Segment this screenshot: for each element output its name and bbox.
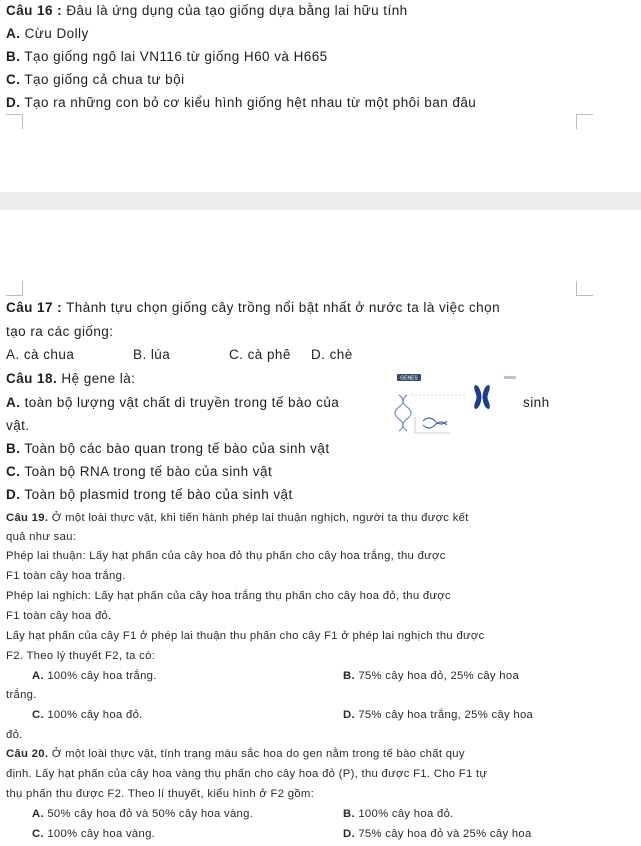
q20-a-text: 50% cây hoa đỏ và 50% cây hoa vàng. bbox=[43, 808, 254, 820]
q17-title: Câu 17 : bbox=[6, 300, 63, 315]
q18-c-text: Toàn bộ RNA trong tế bào của sinh vật bbox=[20, 464, 273, 479]
q17-stem-line bbox=[6, 300, 500, 315]
q16-d-text: Tạo ra những con bỏ cơ kiểu hình giống hệt nhau từ một phôi ban đâu bbox=[20, 95, 477, 110]
q19-a-label: A. bbox=[32, 670, 44, 682]
q18-option-a-tail: sinh bbox=[523, 395, 550, 410]
q19-stem: Ở một loài thực vật, khi tiến hành phép lai thuận nghịch, người ta thu được kết bbox=[48, 512, 469, 524]
q16-stem: Đâu là ứng dụng của tạo giống dựa bằng lai hữu tính bbox=[62, 3, 408, 18]
q16-b-label: B. bbox=[6, 49, 21, 64]
q19-reverse-cross-cont: F1 toàn cây hoa đỏ. bbox=[6, 610, 112, 622]
q20-option-c bbox=[32, 828, 155, 840]
q19-a-text: 100% cây hoa trắng. bbox=[43, 670, 157, 682]
q16-option-d bbox=[6, 95, 476, 110]
q16-c-text: Tạo giống cả chua tư bội bbox=[20, 72, 185, 87]
q19-f2-cross: Lấy hạt phấn của cây F1 ở phép lai thuận thu phấn cho cây F1 ở phép lai nghịch thu được bbox=[6, 630, 485, 642]
q19-stem-line2: quả như sau: bbox=[6, 531, 77, 543]
q19-option-b-cont: trắng. bbox=[6, 689, 37, 701]
q18-title: Câu 18. bbox=[6, 371, 58, 386]
q17-option-d: D. chè bbox=[311, 347, 353, 362]
q16-a-label: A. bbox=[6, 26, 21, 41]
chromosome-icon bbox=[474, 385, 490, 409]
q20-stem: Ở một loài thực vật, tính trạng màu sắc hoa do gen nằm trong tế bào chất quy bbox=[48, 748, 465, 760]
q16-title: Câu 16 : bbox=[6, 3, 63, 18]
q19-c-label: C. bbox=[32, 709, 44, 721]
q18-c-label: C. bbox=[6, 464, 21, 479]
q20-stem-line2: định. Lấy hạt phấn của cây hoa vàng thụ phấn cho cây hoa đỏ (P), thu được F1. Cho F1 tự bbox=[6, 768, 488, 780]
q17-stem-line2: tạo ra các giống: bbox=[6, 324, 114, 339]
q20-d-text: 75% cây hoa đỏ và 25% cây hoa bbox=[354, 828, 532, 840]
q19-option-a bbox=[32, 670, 157, 682]
q20-stem-line3: thụ phấn thu được F2. Theo lí thuyết, kiểu hình ở F2 gồm: bbox=[6, 788, 315, 800]
q20-title: Câu 20. bbox=[6, 748, 49, 760]
q19-option-c bbox=[32, 709, 143, 721]
q18-option-a-cont: vật. bbox=[6, 418, 30, 433]
crop-mark-top-right bbox=[576, 114, 593, 129]
q19-stem-line bbox=[6, 512, 469, 524]
page-separator bbox=[0, 192, 641, 210]
crop-mark-bottom-right bbox=[576, 281, 593, 296]
q20-c-label: C. bbox=[32, 828, 44, 840]
q17-option-b: B. lúa bbox=[133, 347, 171, 362]
q18-option-b bbox=[6, 441, 330, 456]
q18-a-text: toàn bộ lượng vật chất di truyền trong tế bào của bbox=[20, 395, 340, 410]
q16-d-label: D. bbox=[6, 95, 21, 110]
q19-b-label: B. bbox=[343, 670, 355, 682]
q18-a-label: A. bbox=[6, 395, 21, 410]
q19-title: Câu 19. bbox=[6, 512, 49, 524]
q18-option-d bbox=[6, 487, 293, 502]
q16-option-a bbox=[6, 26, 89, 41]
q19-b-text: 75% cây hoa đỏ, 25% cây hoa bbox=[354, 670, 520, 682]
q16-option-c bbox=[6, 72, 185, 87]
q20-option-b bbox=[343, 808, 454, 820]
figure-tag bbox=[504, 376, 516, 379]
q18-stem: Hệ gene là: bbox=[57, 371, 136, 386]
genes-label: GENES bbox=[400, 375, 418, 382]
q19-option-d bbox=[343, 709, 533, 721]
dna-chromosome-figure bbox=[393, 373, 519, 435]
q18-stem-line bbox=[6, 371, 135, 386]
q20-option-a bbox=[32, 808, 253, 820]
q16-option-b bbox=[6, 49, 328, 64]
q18-d-text: Toàn bộ plasmid trong tế bào của sinh vật bbox=[20, 487, 293, 502]
q19-forward-cross: Phép lai thuận: Lấy hạt phấn của cây hoa đỏ thụ phấn cho cây hoa trắng, thu được bbox=[6, 550, 446, 562]
q19-option-b bbox=[343, 670, 519, 682]
crop-mark-top-left bbox=[6, 114, 23, 129]
q20-option-d bbox=[343, 828, 532, 840]
crop-mark-bottom-left bbox=[6, 281, 23, 296]
q16-c-label: C. bbox=[6, 72, 21, 87]
q16-stem-line bbox=[6, 3, 408, 18]
q16-a-text: Cừu Dolly bbox=[20, 26, 89, 41]
q20-d-label: D. bbox=[343, 828, 355, 840]
q17-option-c: C. cà phê bbox=[229, 347, 291, 362]
q20-c-text: 100% cây hoa vàng. bbox=[43, 828, 156, 840]
q20-stem-line bbox=[6, 748, 465, 760]
q19-reverse-cross: Phép lai nghịch: Lấy hạt phấn của cây hoa trắng thụ phấn cho cây hoa đỏ, thu được bbox=[6, 590, 451, 602]
connector-lines bbox=[411, 395, 465, 433]
q18-option-c bbox=[6, 464, 272, 479]
q18-b-text: Toàn bộ các bào quan trong tế bào của sinh vật bbox=[20, 441, 330, 456]
q19-c-text: 100% cây hoa đỏ. bbox=[43, 709, 143, 721]
q20-b-text: 100% cây hoa đỏ. bbox=[354, 808, 454, 820]
q19-forward-cross-cont: F1 toàn cây hoa trắng. bbox=[6, 570, 126, 582]
q17-stem: Thành tựu chọn giống cây trồng nổi bật nhất ở nước ta là việc chọn bbox=[62, 300, 501, 315]
q20-b-label: B. bbox=[343, 808, 355, 820]
dna-helix-icon bbox=[395, 395, 447, 431]
q19-option-d-cont: đỏ. bbox=[6, 729, 23, 741]
q18-b-label: B. bbox=[6, 441, 21, 456]
q19-d-label: D. bbox=[343, 709, 355, 721]
q18-option-a bbox=[6, 395, 339, 410]
q17-option-a: A. cà chua bbox=[6, 347, 75, 362]
q19-f2-cross-cont: F2. Theo lý thuyết F2, ta có: bbox=[6, 650, 156, 662]
q20-a-label: A. bbox=[32, 808, 44, 820]
q16-b-text: Tạo giống ngô lai VN116 từ giống H60 và H665 bbox=[20, 49, 328, 64]
q18-d-label: D. bbox=[6, 487, 21, 502]
q19-d-text: 75% cây hoa trắng, 25% cây hoa bbox=[354, 709, 534, 721]
